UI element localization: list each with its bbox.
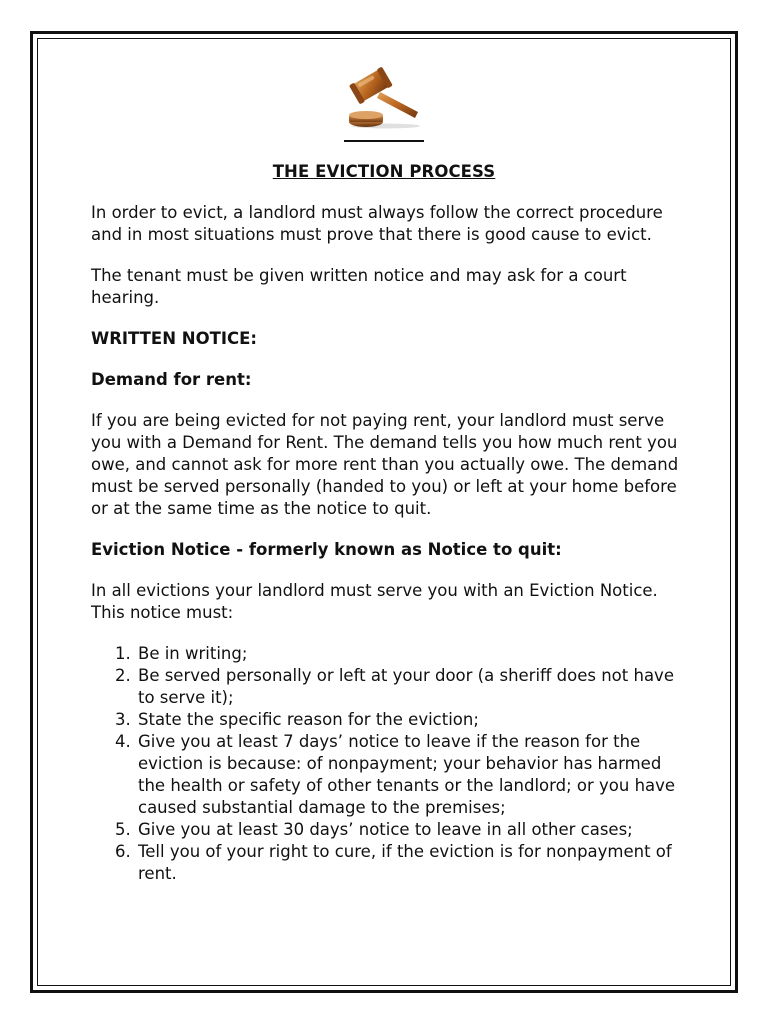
list-item: 6. Tell you of your right to cure, if the eviction is for nonpayment of rent. bbox=[136, 841, 691, 885]
demand-heading: Demand for rent: bbox=[91, 370, 252, 389]
page-title: THE EVICTION PROCESS bbox=[272, 162, 496, 181]
list-item: 2. Be served personally or left at your door (a sheriff does not have to serve it); bbox=[136, 665, 691, 709]
document-body bbox=[91, 202, 691, 885]
eviction-notice-intro: In all evictions your landlord must serve you with an Eviction Notice. This notice must: bbox=[91, 581, 658, 622]
written-notice-heading: WRITTEN NOTICE: bbox=[91, 329, 257, 348]
notice-paragraph: The tenant must be given written notice and may ask for a court hearing. bbox=[91, 266, 627, 307]
gavel-icon bbox=[346, 58, 426, 130]
divider bbox=[344, 140, 424, 142]
eviction-notice-heading: Eviction Notice - formerly known as Notice to quit: bbox=[91, 540, 562, 559]
demand-paragraph: If you are being evicted for not paying rent, your landlord must serve you with a Demand for Rent. The demand tells you how much rent you owe, and cannot ask for more rent than you actually owe. The demand must be served personally (handed to you) or left at your home before or at the same time as the notice to quit. bbox=[91, 411, 679, 518]
list-item: 4. Give you at least 7 days’ notice to leave if the reason for the eviction is because: of nonpayment; your behavior has harmed the health or safety of other tenants or the landlord; or you have caused substantial damage to the premises; bbox=[136, 731, 691, 819]
list-item: 5. Give you at least 30 days’ notice to leave in all other cases; bbox=[136, 819, 691, 841]
list-item: 3. State the specific reason for the eviction; bbox=[136, 709, 691, 731]
list-item: 1. Be in writing; bbox=[136, 643, 691, 665]
requirements-list bbox=[91, 643, 691, 885]
intro-paragraph: In order to evict, a landlord must always follow the correct procedure and in most situations must prove that there is good cause to evict. bbox=[91, 203, 663, 244]
